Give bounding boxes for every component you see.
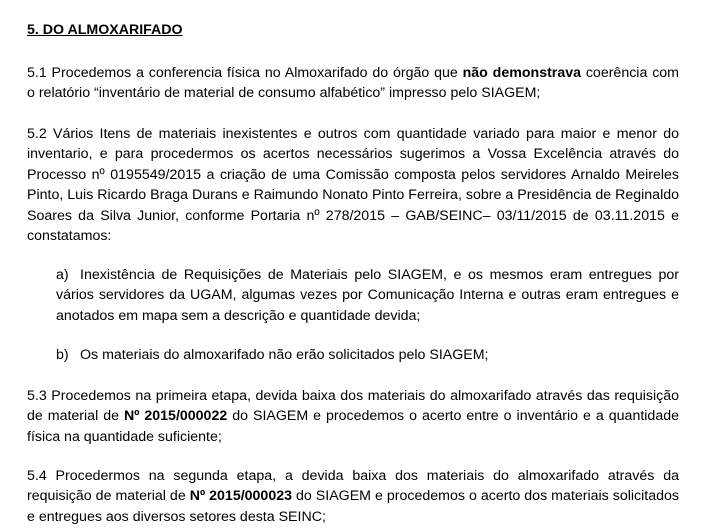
paragraph-5-4-text: 5.4 Procedermos na segunda etapa, a devida baixa dos materiais do almoxarifado através da requisição de material de — [27, 468, 679, 505]
list-item-a — [56, 265, 679, 326]
section-heading: 5. DO ALMOXARIFADO — [27, 22, 183, 38]
list-item-b-text: Os materiais do almoxarifado não erão solicitados pelo SIAGEM; — [80, 347, 489, 363]
paragraph-5-1 — [27, 63, 679, 104]
paragraph-5-4-emphasis: Nº 2015/000023 — [189, 488, 292, 505]
paragraph-5-3-text: 5.3 Procedemos na primeira etapa, devida baixa dos materiais do almoxarifado através das requisição de material de — [27, 388, 679, 425]
list-marker-a: a) — [56, 267, 69, 283]
list-item-b — [56, 345, 679, 365]
paragraph-5-4-text-end: do SIAGEM e procedemos o acerto dos materiais solicitados e entregues aos diversos setores desta SEINC; — [27, 488, 679, 525]
paragraph-5-1-text-end: coerência com o relatório “inventário de material de consumo alfabético” impresso pelo SIAGEM; — [27, 65, 679, 102]
list-marker-b: b) — [56, 347, 69, 363]
paragraph-5-1-emphasis: não demonstrava — [462, 65, 581, 81]
paragraph-5-3-emphasis: Nº 2015/000022 — [123, 408, 228, 425]
paragraph-5-3-text-end: do SIAGEM e procedemos o acerto entre o inventário e a quantidade física na quantidade suficiente; — [27, 408, 679, 445]
paragraph-5-2: 5.2 Vários Itens de materiais inexistentes e outros com quantidade variado para maior e menor do inventario, e para procedermos os acertos necessários sugerimos a Vossa Excelência através do Processo nº 0195549/2015 a criação de uma Comissão composta pelos servidores Arnaldo Meireles Pinto, Luis Ricardo Braga Durans e Raimundo Nonato Pinto Ferreira, sobre a Presidência de Reginaldo Soares da Silva Junior, conforme Portaria nº 278/2015 – GAB/SEINC– 03/11/2015 de 03.11.2015 e constatamos: — [27, 126, 679, 245]
paragraph-5-4 — [27, 466, 679, 527]
list-item-a-text: Inexistência de Requisições de Materiais pelo SIAGEM, e os mesmos eram entregues por vários servidores da UGAM, algumas vezes por Comunicação Interna e outras eram entregues e anotados em mapa sem a descrição e quantidade devida; — [56, 267, 679, 324]
paragraph-5-1-text: 5.1 Procedemos a conferencia física no Almoxarifado do órgão que — [27, 65, 463, 81]
paragraph-5-3 — [27, 386, 679, 447]
